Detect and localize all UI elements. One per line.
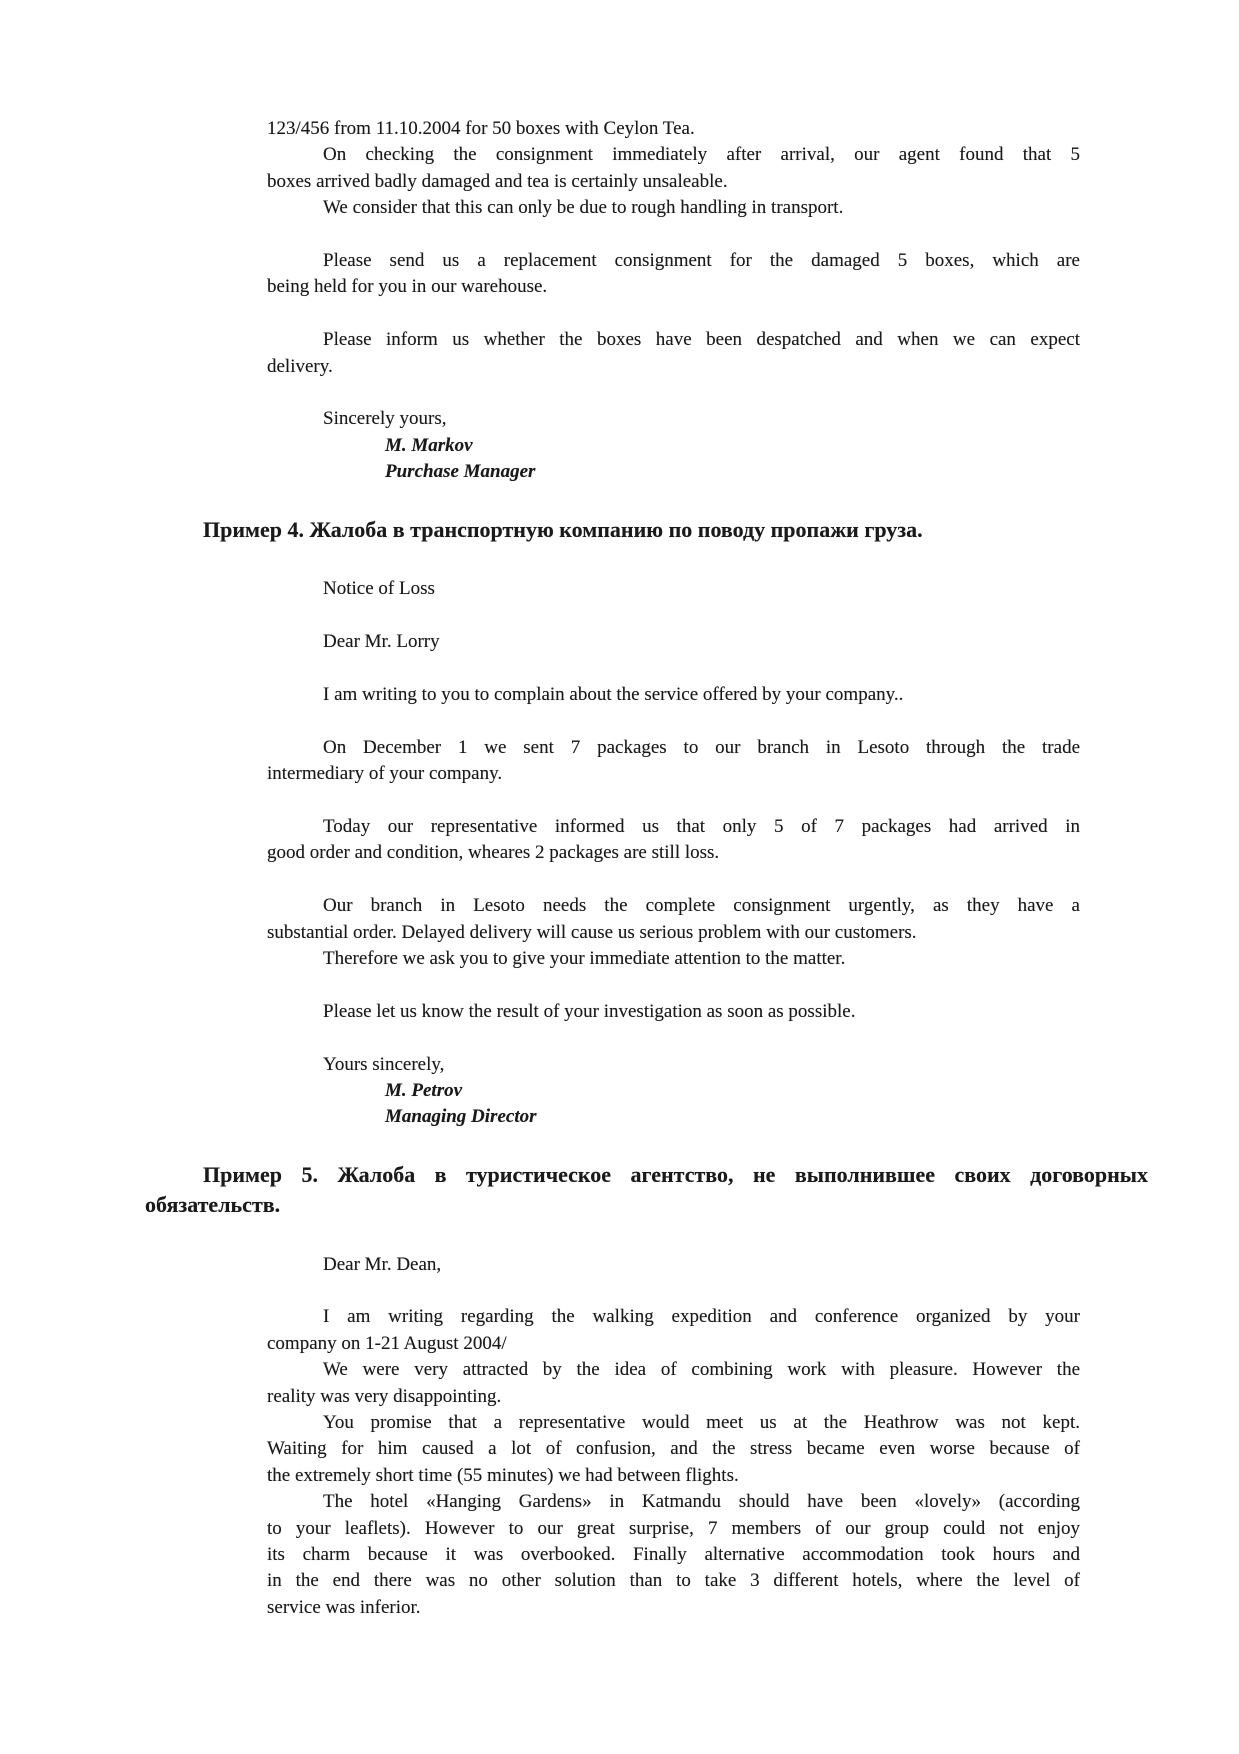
salutation-line: Dear Mr. Lorry bbox=[323, 631, 440, 653]
signature-title: Managing Director bbox=[385, 1106, 537, 1128]
text-line: We consider that this can only be due to rough handling in transport. bbox=[323, 197, 844, 219]
text-line: service was inferior. bbox=[267, 1596, 421, 1618]
blank-line bbox=[145, 550, 1148, 576]
text-line: On checking the consignment immediately after arrival, our agent found that 5 bbox=[323, 144, 1080, 166]
text-line: Пример 5. Жалоба в туристическое агентство, не выполнившее своих договорных bbox=[203, 1162, 1148, 1188]
blank-line bbox=[267, 656, 1080, 682]
paragraph-please-send bbox=[267, 248, 1080, 301]
text-line: Waiting for him caused a lot of confusion, and the stress became even worse because of bbox=[267, 1438, 1080, 1460]
subject-line: Notice of Loss bbox=[323, 578, 435, 600]
blank-line bbox=[267, 380, 1080, 406]
text-line: On December 1 we sent 7 packages to our branch in Lesoto through the trade bbox=[323, 736, 1080, 758]
text-line: Today our representative informed us that only 5 of 7 packages had arrived in bbox=[323, 816, 1080, 838]
blank-line bbox=[267, 788, 1080, 814]
paragraph-i-am-writing bbox=[267, 682, 1080, 708]
paragraph-ref-continuation bbox=[267, 116, 1080, 142]
text-line: intermediary of your company. bbox=[267, 763, 503, 785]
text-line: Our branch in Lesoto needs the complete consignment urgently, as they have a bbox=[323, 895, 1080, 917]
blank-line bbox=[145, 486, 1148, 512]
signature-name: M. Markov bbox=[385, 434, 473, 456]
text-line: I am writing to you to complain about the service offered by your company.. bbox=[323, 684, 904, 706]
paragraph-please-let-us-know bbox=[267, 999, 1080, 1025]
text-line: The hotel «Hanging Gardens» in Katmandu should have been «lovely» (according bbox=[323, 1491, 1080, 1513]
paragraph-today-representative bbox=[267, 814, 1080, 867]
text-line: boxes arrived badly damaged and tea is certainly unsaleable. bbox=[267, 170, 728, 192]
text-line: the extremely short time (55 minutes) we had between flights. bbox=[267, 1464, 739, 1486]
paragraph-hotel bbox=[267, 1489, 1080, 1621]
paragraph-therefore bbox=[267, 946, 1080, 972]
text-line: 123/456 from 11.10.2004 for 50 boxes with Ceylon Tea. bbox=[267, 118, 695, 139]
blank-line bbox=[267, 867, 1080, 893]
example-4-heading bbox=[145, 515, 1148, 545]
text-line: in the end there was no other solution than to take 3 different hotels, where the level of bbox=[267, 1570, 1080, 1592]
letter-travel-agency bbox=[267, 1252, 1080, 1622]
salutation-line: Dear Mr. Dean, bbox=[323, 1253, 442, 1275]
blank-line bbox=[267, 222, 1080, 248]
paragraph-please-inform bbox=[267, 327, 1080, 380]
paragraph-expedition bbox=[267, 1304, 1080, 1357]
paragraph-on-checking bbox=[267, 142, 1080, 195]
text-line: to your leaflets). However to our great surprise, 7 members of our group could not enjoy bbox=[267, 1517, 1080, 1539]
blank-line bbox=[267, 1025, 1080, 1051]
text-line: reality was very disappointing. bbox=[267, 1385, 502, 1407]
text-line: company on 1-21 August 2004/ bbox=[267, 1332, 507, 1354]
paragraph-on-december bbox=[267, 735, 1080, 788]
letter-damaged-tea bbox=[267, 116, 1080, 486]
text-line: Please inform us whether the boxes have been despatched and when we can expect bbox=[323, 329, 1080, 351]
text-line: substantial order. Delayed delivery will cause us serious problem with our customers. bbox=[267, 921, 917, 943]
text-line: You promise that a representative would meet us at the Heathrow was not kept. bbox=[323, 1412, 1080, 1434]
text-line: Please let us know the result of your investigation as soon as possible. bbox=[323, 1000, 856, 1022]
text-line: We were very attracted by the idea of combining work with pleasure. However the bbox=[323, 1359, 1080, 1381]
text-line: its charm because it was overbooked. Finally alternative accommodation took hours and bbox=[267, 1544, 1080, 1566]
text-line: Please send us a replacement consignment for the damaged 5 boxes, which are bbox=[323, 250, 1080, 272]
example-5-heading bbox=[145, 1160, 1148, 1220]
text-line: delivery. bbox=[267, 355, 333, 377]
closing-line: Yours sincerely, bbox=[323, 1053, 445, 1075]
text-line: обязательств. bbox=[145, 1192, 281, 1218]
text-line: Пример 4. Жалоба в транспортную компанию по поводу пропажи груза. bbox=[203, 517, 923, 543]
blank-line bbox=[267, 972, 1080, 998]
blank-line bbox=[267, 301, 1080, 327]
paragraph-we-consider bbox=[267, 195, 1080, 221]
signature-title: Purchase Manager bbox=[385, 461, 536, 483]
blank-line bbox=[267, 708, 1080, 734]
blank-line bbox=[267, 603, 1080, 629]
blank-line bbox=[145, 1225, 1148, 1251]
blank-line bbox=[145, 1131, 1148, 1157]
closing-line: Sincerely yours, bbox=[323, 408, 447, 430]
blank-line bbox=[267, 1278, 1080, 1304]
letter-notice-of-loss bbox=[267, 576, 1080, 1130]
paragraph-heathrow bbox=[267, 1410, 1080, 1489]
text-line: Therefore we ask you to give your immediate attention to the matter. bbox=[323, 948, 846, 970]
text-line: good order and condition, wheares 2 packages are still loss. bbox=[267, 842, 720, 864]
signature-name: M. Petrov bbox=[385, 1080, 463, 1102]
paragraph-our-branch bbox=[267, 893, 1080, 946]
text-line: being held for you in our warehouse. bbox=[267, 276, 548, 298]
paragraph-attracted bbox=[267, 1357, 1080, 1410]
text-line: I am writing regarding the walking expedition and conference organized by your bbox=[323, 1306, 1080, 1328]
